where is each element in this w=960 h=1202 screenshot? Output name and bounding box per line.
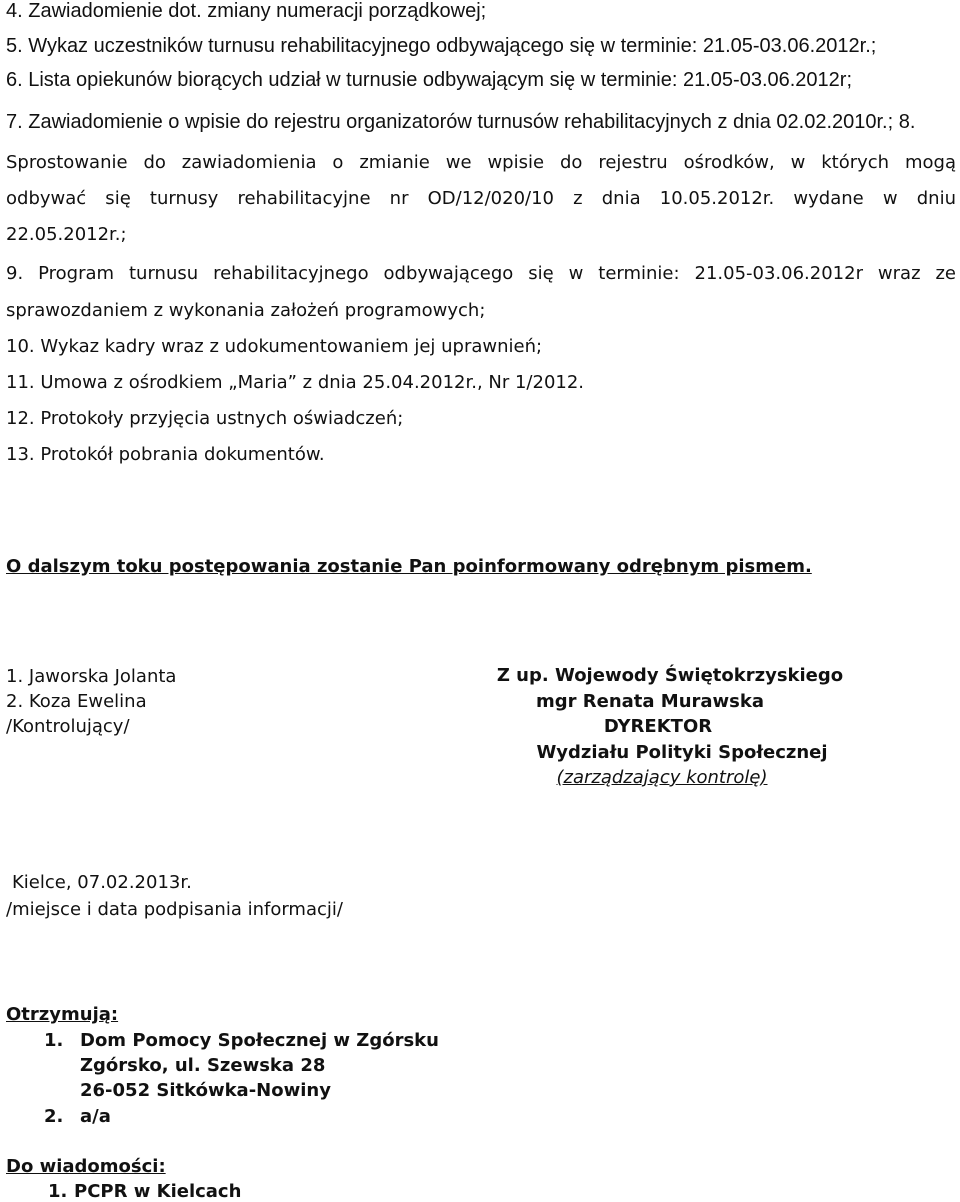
cc-1-number: 1. <box>48 1181 68 1202</box>
list-item-9-line-2: sprawozdaniem z wykonania założeń programowych; <box>6 300 486 321</box>
cc-heading: Do wiadomości: <box>6 1156 166 1177</box>
list-item-8-line-1: Sprostowanie do zawiadomienia o zmianie we wpisie do rejestru ośrodków, w których mogą <box>6 152 956 173</box>
recipient-1-line-2: Zgórsko, ul. Szewska 28 <box>80 1055 326 1076</box>
recipients-heading: Otrzymują: <box>6 1004 119 1025</box>
list-item-9-line-1: 9. Program turnusu rehabilitacyjnego odbywającego się w terminie: 21.05-03.06.2012r wraz ze <box>6 263 956 284</box>
recipient-1-line-1: Dom Pomocy Społecznej w Zgórsku <box>80 1030 439 1051</box>
list-item-7: 7. Zawiadomienie o wpisie do rejestru organizatorów turnusów rehabilitacyjnych z dnia 02.02.2010r.; 8. <box>6 111 916 133</box>
signatory-line-1: Z up. Wojewody Świętokrzyskiego <box>496 665 844 686</box>
cc-1-line-1: PCPR w Kielcach <box>74 1181 242 1202</box>
list-item-8-line-2: odbywać się turnusy rehabilitacyjne nr OD/12/020/10 z dnia 10.05.2012r. wydane w dniu <box>6 188 956 209</box>
list-item-6: 6. Lista opiekunów biorących udział w turnusie odbywającym się w terminie: 21.05-03.06.2012r; <box>6 69 853 91</box>
list-item-4: 4. Zawiadomienie dot. zmiany numeracji porządkowej; <box>6 0 487 22</box>
notice-text: O dalszym toku postępowania zostanie Pan poinformowany odrębnym pismem. <box>6 556 812 577</box>
signatory-line-4: Wydziału Polityki Społecznej <box>536 742 828 763</box>
place-date: Kielce, 07.02.2013r. <box>12 872 192 893</box>
list-item-5: 5. Wykaz uczestników turnusu rehabilitacyjnego odbywającego się w terminie: 21.05-03.06.2012r.; <box>6 35 877 57</box>
signatory-line-2: mgr Renata Murawska <box>535 691 765 712</box>
list-item-8-line-3: 22.05.2012r.; <box>6 224 127 245</box>
list-item-10: 10. Wykaz kadry wraz z udokumentowaniem jej uprawnień; <box>6 336 543 357</box>
signatory-line-3: DYREKTOR <box>603 716 713 737</box>
recipient-2-number: 2. <box>44 1106 64 1127</box>
place-date-caption: /miejsce i data podpisania informacji/ <box>6 899 343 920</box>
list-item-12: 12. Protokoły przyjęcia ustnych oświadczeń; <box>6 408 404 429</box>
recipient-1-line-3: 26-052 Sitkówka-Nowiny <box>80 1080 331 1101</box>
signatory-line-5: (zarządzający kontrolę) <box>556 767 768 788</box>
list-item-11: 11. Umowa z ośrodkiem „Maria” z dnia 25.04.2012r., Nr 1/2012. <box>6 372 585 393</box>
inspector-1: 1. Jaworska Jolanta <box>6 666 177 687</box>
inspector-role: /Kontrolujący/ <box>6 716 130 737</box>
recipient-1-number: 1. <box>44 1030 64 1051</box>
recipient-2-line-1: a/a <box>80 1106 111 1127</box>
inspector-2: 2. Koza Ewelina <box>6 691 147 712</box>
list-item-13: 13. Protokół pobrania dokumentów. <box>6 444 325 465</box>
